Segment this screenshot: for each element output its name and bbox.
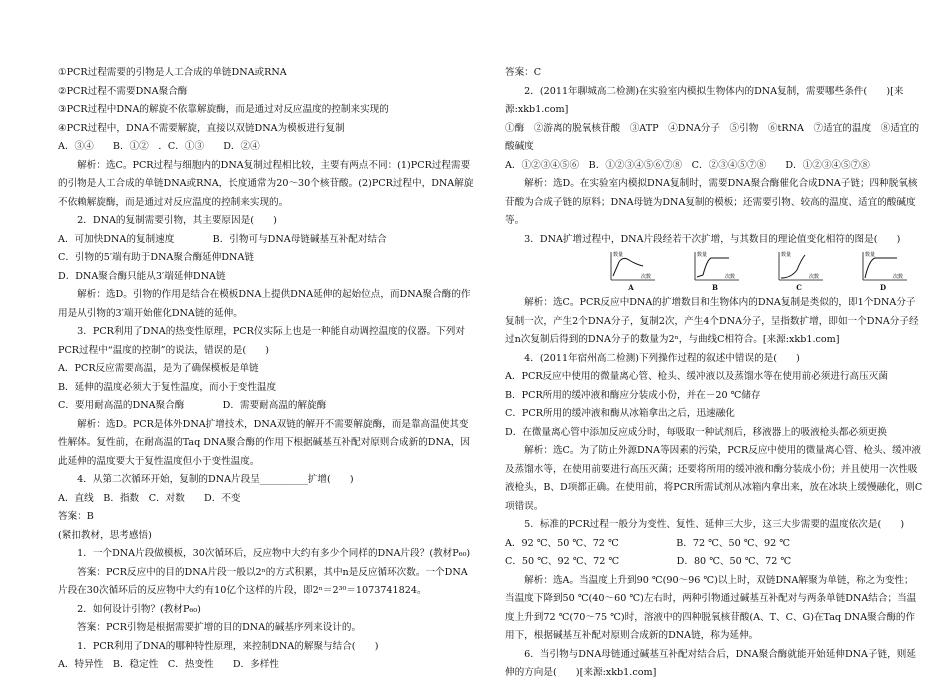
answer-options: D．在微量离心管中添加反应成分时，每吸取一种试剂后，移液器上的吸液枪头都必须更换 [505, 426, 887, 438]
question: 1．一个DNA片段做模板，30次循环后，反应物中大约有多少个同样的DNA片段？(教材P₆₀) [58, 548, 471, 559]
question: 5．标准的PCR过程一般分为变性、复性、延伸三大步，这三大步需要的温度依次是( ) [505, 519, 905, 530]
text-line: ④PCR过程中，DNA不需要解旋，直接以双链DNA为模板进行复制 [58, 122, 345, 134]
figure-label: C [796, 283, 802, 292]
question: 2．(2011年聊城高二检测)在实验室内模拟生物体内的DNA复制，需要哪些条件( )[来源:xkb1.com] [505, 85, 904, 115]
answer: 答案：PCR引物是根据需要扩增的目的DNA的碱基序列来设计的。 [58, 622, 362, 633]
answer-options: C．引物的5′端有助于DNA聚合酶延伸DNA链 [58, 252, 254, 263]
figure-label: D [879, 283, 887, 292]
question: 4．从第二次循环开始，复制的DNA片段呈__________扩增( ) [58, 474, 354, 485]
answer: 答案：B [58, 511, 94, 522]
y-axis-label: 数量 [697, 252, 708, 258]
answer-options: A．③④ B．①② ．C．①③ D．②④ [58, 141, 260, 152]
option-figures [505, 250, 923, 292]
y-axis-label: 数量 [613, 252, 624, 258]
answer-options: A．特异性 B．稳定性 C．热变性 D．多样性 [58, 659, 279, 670]
x-axis-label: 次数 [809, 274, 820, 280]
question: 1．PCR利用了DNA的哪种特性原理，来控制DNA的解聚与结合( ) [58, 640, 379, 652]
answer-options: C．要用耐高温的DNA聚合酶 D．需要耐高温的解旋酶 [58, 400, 327, 411]
figure-b [689, 250, 741, 292]
x-axis-label: 次数 [725, 274, 736, 280]
question: 2．DNA的复制需要引物，其主要原因是( ) [58, 215, 277, 226]
question: 3．DNA扩增过程中，DNA片段经若干次扩增，与其数目的理论值变化相符的图是( ) [505, 233, 901, 245]
answer-options: A．92 ℃、50 ℃、72 ℃ B．72 ℃、50 ℃、92 ℃ [505, 537, 791, 549]
figure-d [857, 250, 909, 292]
question: 2．如何设计引物？(教材P₆₀) [58, 603, 201, 615]
curve-graph-b [689, 250, 741, 284]
explanation: 解析：选C。PCR反应中DNA的扩增数目和生物体内的DNA复制是类似的，即1个DNA分子复制一次，产生2个DNA分子，复制2次，产生4个DNA分子，呈指数扩增，即如一个DNA分子经过n次复制后得到的DNA分子的数量为2ⁿ，与曲线C相符合。[来源:xkb1.com] [505, 297, 919, 345]
curve-graph-a [605, 250, 657, 284]
x-axis-label: 次数 [893, 274, 904, 280]
answer-options: A．PCR反应中使用的微量离心管、枪头、缓冲液以及蒸馏水等在使用前必须进行高压灭菌 [505, 371, 888, 382]
figure-label: B [712, 283, 718, 292]
explanation: 解析：选A。当温度上升到90 ℃(90～96 ℃)以上时，双链DNA解聚为单链，称之为变性；当温度下降到50 ℃(40～60 ℃)左右时，两种引物通过碱基互补配对与两条单链DNA结合；当温度上升到72 ℃(70～75 ℃)时，溶液中的四种脱氧核苷酸(A、T、C、G)在Taq DNA聚合酶的作用下，根据碱基互补配对原则合成新的DNA链，称为延伸。 [505, 574, 917, 641]
question: 6．当引物与DNA母链通过碱基互补配对结合后，DNA聚合酶就能开始延伸DNA子链，则延伸的方向是( )[来源:xkb1.com] [505, 648, 916, 678]
answer-options: B．延伸的温度必须大于复性温度，而小于变性温度 [58, 381, 277, 393]
text-line: ②PCR过程不需要DNA聚合酶 [58, 85, 188, 97]
answer-options: A．可加快DNA的复制速度 B．引物可与DNA母链碱基互补配对结合 [58, 233, 387, 245]
answer-options: B．PCR所用的缓冲液和酶应分装成小份，并在－20 ℃储存 [505, 389, 761, 401]
explanation: 解析：选D。引物的作用是结合在模板DNA上提供DNA延伸的起始位点，而DNA聚合酶的作用是从引物的3′端开始催化DNA链的延伸。 [58, 289, 471, 319]
curve-graph-d [857, 250, 909, 284]
text-line: ③PCR过程中DNA的解旋不依靠解旋酶，而是通过对反应温度的控制来实现的 [58, 104, 389, 115]
curve-graph-c [773, 250, 825, 284]
y-axis-label: 数量 [781, 252, 792, 258]
answer-options: D．DNA聚合酶只能从3′端延伸DNA链 [58, 270, 226, 282]
answer: 答案：PCR反应中的目的DNA片段一般以2ⁿ的方式积累，其中n是反应循环次数。一个DNA片段在30次循环后的反应物中大约有10亿个这样的片段，即2ⁿ＝2³⁰＝1073741824。 [58, 566, 468, 596]
answer: 答案：C [505, 67, 542, 78]
question: 3．PCR利用了DNA的热变性原理，PCR仪实际上也是一种能自动调控温度的仪器。下列对PCR过程中“温度的控制”的说法，错误的是( ) [58, 326, 465, 356]
question: 4．(2011年宿州高二检测)下列操作过程的叙述中错误的是( ) [505, 352, 800, 364]
figure-label: A [628, 283, 634, 292]
left-column [58, 64, 476, 675]
explanation: 解析：选D。PCR是体外DNA扩增技术，DNA双链的解开不需要解旋酶，而是靠高温使其变性解体。复性前，在耐高温的Taq DNA聚合酶的作用下根据碱基互补配对原则合成新的DNA，因此延伸的温度要大于复性温度但小于变性温度。 [58, 418, 470, 467]
answer-options: C．PCR所用的缓冲液和酶从冰箱拿出之后，迅速融化 [505, 408, 735, 419]
answer-options: C．50 ℃、92 ℃、72 ℃ D．80 ℃、50 ℃、72 ℃ [505, 556, 792, 567]
x-axis-label: 次数 [641, 274, 652, 280]
section-heading: (紧扣教材，思考感悟) [58, 529, 152, 541]
y-axis-label: 数量 [865, 252, 876, 258]
explanation: 解析：选D。在实验室内模拟DNA复制时，需要DNA聚合酶催化合成DNA子链；四种脱氧核苷酸为合成子链的原料；DNA母链为DNA复制的模板；还需要引物、较高的温度、适宜的酸碱度等。 [505, 178, 918, 226]
explanation: 解析：选C。PCR过程与细胞内的DNA复制过程相比较，主要有两点不同：(1)PCR过程需要的引物是人工合成的单链DNA或RNA，长度通常为20～30个核苷酸。(2)PCR过程中，DNA解旋不依赖解旋酶，而是通过对反应温度的控制来实现的。 [58, 159, 474, 208]
answer-options: A．①②③④⑤⑥ B．①②③④⑤⑥⑦⑧ C．②③④⑤⑦⑧ D．①②③④⑤⑦⑧ [505, 159, 870, 171]
text-line: ①PCR过程需要的引物是人工合成的单链DNA或RNA [58, 67, 287, 78]
answer-options: A．PCR反应需要高温，是为了确保模板是单链 [58, 363, 259, 374]
answer-options: A．直线 B．指数 C．对数 D．不变 [58, 492, 241, 504]
figure-a [605, 250, 657, 292]
right-column [505, 64, 923, 683]
text-line: ①酶 ②游离的脱氧核苷酸 ③ATP ④DNA分子 ⑤引物 ⑥tRNA ⑦适宜的温度 ⑧适宜的酸碱度 [505, 122, 920, 152]
explanation: 解析：选C。为了防止外源DNA等因素的污染，PCR反应中使用的微量离心管、枪头、缓冲液及蒸馏水等，在使用前要进行高压灭菌；还要将所用的缓冲液和酶分装成小份；并且使用一次性吸液枪头，B、D项都正确。在使用前，将PCR所需试剂从冰箱内拿出来，放在冰块上缓慢融化，则C项错误。 [505, 445, 923, 512]
figure-c [773, 250, 825, 292]
